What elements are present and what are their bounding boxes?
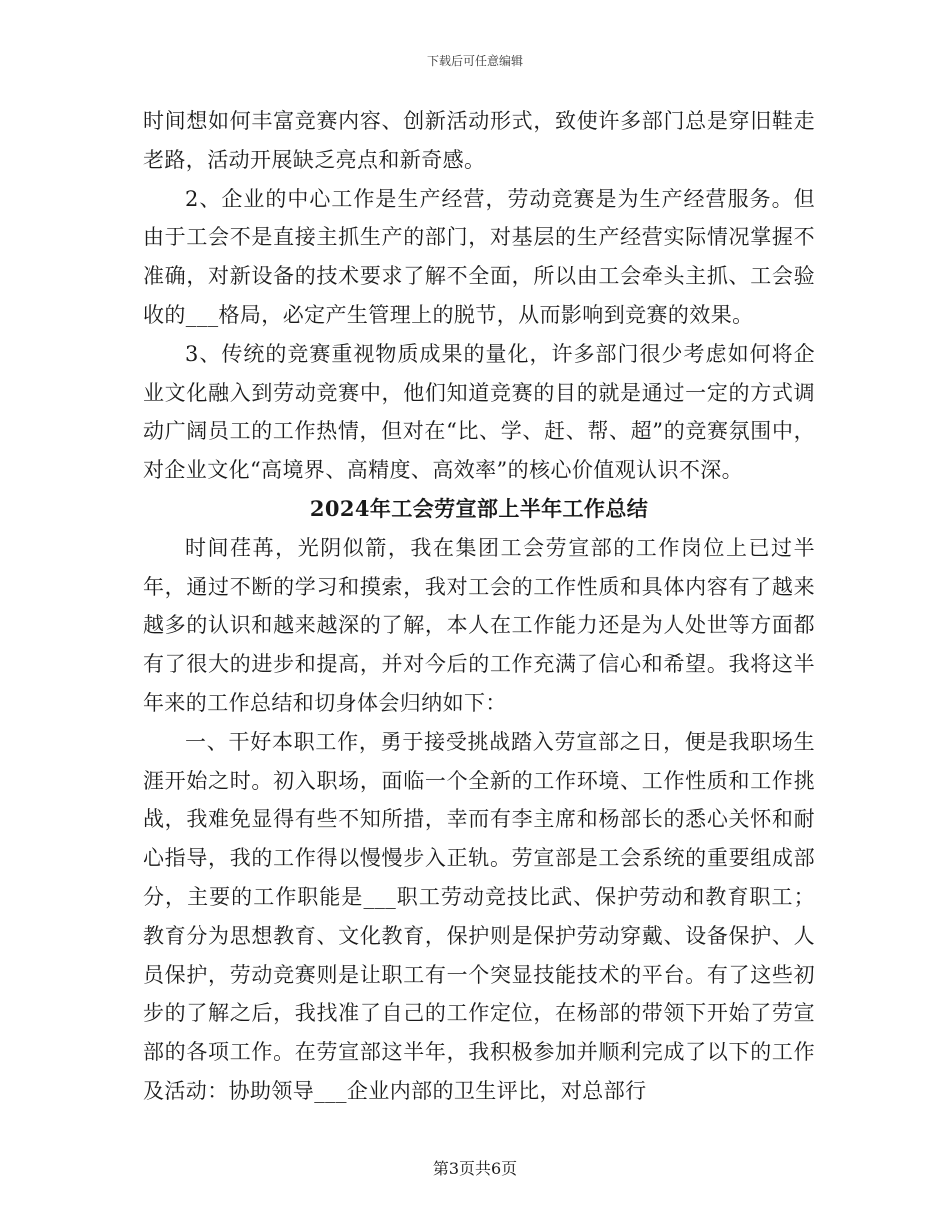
page-header-note: 下载后可任意编辑 [426,54,523,68]
paragraph-point-2: 2、企业的中心工作是生产经营，劳动竞赛是为生产经营服务。但由于工会不是直接主抓生产的部门，对基层的生产经营实际情况掌握不准确，对新设备的技术要求了解不全面，所以由工会牵头主抓、工会验收的___格局，必定产生管理上的脱节，从而影响到竞赛的效果。 [143,186,815,327]
document-body [143,102,815,1111]
paragraph-continuation: 时间想如何丰富竞赛内容、创新活动形式，致使许多部门总是穿旧鞋走老路，活动开展缺乏亮点和新奇感。 [143,109,815,172]
paragraph-section-one: 一、干好本职工作，勇于接受挑战踏入劳宣部之日，便是我职场生涯开始之时。初入职场，面临一个全新的工作环境、工作性质和工作挑战，我难免显得有些不知所措，幸而有李主席和杨部长的悉心关怀和耐心指导，我的工作得以慢慢步入正轨。劳宣部是工会系统的重要组成部分，主要的工作职能是___职工劳动竞技比武、保护劳动和教育职工；教育分为思想教育、文化教育，保护则是保护劳动穿戴、设备保护、人员保护，劳动竞赛则是让职工有一个突显技能技术的平台。有了这些初步的了解之后，我找准了自己的工作定位，在杨部的带领下开始了劳宣部的各项工作。在劳宣部这半年，我积极参加并顺利完成了以下的工作及活动：协助领导___企业内部的卫生评比，对总部行 [143,729,815,1103]
paragraph-intro: 时间荏苒，光阴似箭，我在集团工会劳宣部的工作岗位上已过半年，通过不断的学习和摸索，我对工会的工作性质和具体内容有了越来越多的认识和越来越深的了解，本人在工作能力还是为人处世等方面都有了很大的进步和提高，并对今后的工作充满了信心和希望。我将这半年来的工作总结和切身体会归纳如下： [143,535,815,715]
paragraph-point-3: 3、传统的竞赛重视物质成果的量化，许多部门很少考虑如何将企业文化融入到劳动竞赛中，他们知道竞赛的目的就是通过一定的方式调动广阔员工的工作热情，但对在“比、学、赶、帮、超”的竞赛氛围中，对企业文化“高境界、高精度、高效率”的核心价值观认识不深。 [143,341,815,483]
section-title: 2024年工会劳宣部上半年工作总结 [309,495,649,521]
page-footer-number: 第3页共6页 [432,1159,518,1178]
